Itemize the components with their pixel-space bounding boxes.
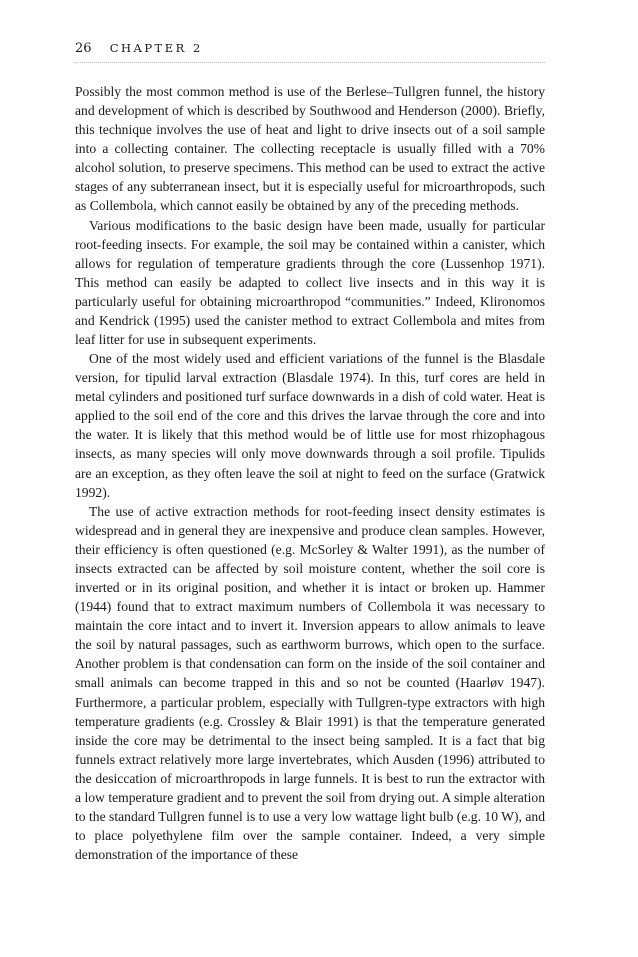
paragraph-3: One of the most widely used and efficient variations of the funnel is the Blasdale version, for tipulid larval extraction (Blasdale 1974). In this, turf cores are held in metal cylinders and positioned turf surface downwards in a dish of cold water. Heat is applied to the soil end of the core and this drives the larvae through the core and into the water. It is likely that this method would be of little use for most rhizophagous insects, as many species will only move downwards through a soil profile. Tipulids are an exception, as they often leave the soil at night to feed on the surface (Gratwick 1992). [75,351,545,500]
paragraph-1: Possibly the most common method is use of the Berlese–Tullgren funnel, the history and development of which is described by Southwood and Henderson (2000). Briefly, this technique involves the use of heat and light to drive insects out of a soil sample into a collecting container. The collecting receptacle is usually filled with a 70% alcohol solution, to preserve specimens. This method can be used to extract the active stages of any subterranean insect, but it is especially useful for microarthropods, such as Collembola, which cannot easily be obtained by any of the preceding methods. [75,84,545,214]
body-text [75,82,545,864]
chapter-label: CHAPTER 2 [109,41,203,55]
paragraph-2: Various modifications to the basic design have been made, usually for particular root-feeding insects. For example, the soil may be contained within a canister, which allows for regulation of temperature gradients through the core (Lussenhop 1971). This method can easily be adapted to collect live insects and in this way it is particularly useful for obtaining microarthropod “communities.” Indeed, Klironomos and Kendrick (1995) used the canister method to extract Collembola and mites from leaf litter for use in subsequent experiments. [75,217,545,348]
running-head [75,40,545,57]
page-number: 26 [75,41,92,56]
paragraph-4: The use of active extraction methods for root-feeding insect density estimates is widespread and in general they are inexpensive and produce clean samples. However, their efficiency is often questioned (e.g. McSorley & Walter 1991), as the number of insects extracted can be affected by soil moisture content, whether the soil core is inverted or in its original position, and whether it is intact or broken up. Hammer (1944) found that to extract maximum numbers of Collembola it was necessary to maintain the core intact and to invert it. Inversion appears to allow animals to leave the soil by natural passages, such as earthworm burrows, which open to the surface. Another problem is that condensation can form on the inside of the soil container and small animals can become trapped in this and so not be counted (Haarløv 1947). Furthermore, a particular problem, especially with Tullgren-type extractors with high temperature gradients (e.g. Crossley & Blair 1991) is that the temperature generated inside the core may be detrimental to the insect being sampled. It is a fact that big funnels extract relatively more large invertebrates, which Ausden (1996) attributed to the desiccation of microarthropods in large funnels. It is best to run the extractor with a low temperature gradient and to prevent the soil from drying out. A simple alteration to the standard Tullgren funnel is to use a very low wattage light bulb (e.g. 10 W), and to place polyethylene film over the sample container. Indeed, a very simple demonstration of the importance of these [75,503,545,863]
header-divider [75,62,545,63]
